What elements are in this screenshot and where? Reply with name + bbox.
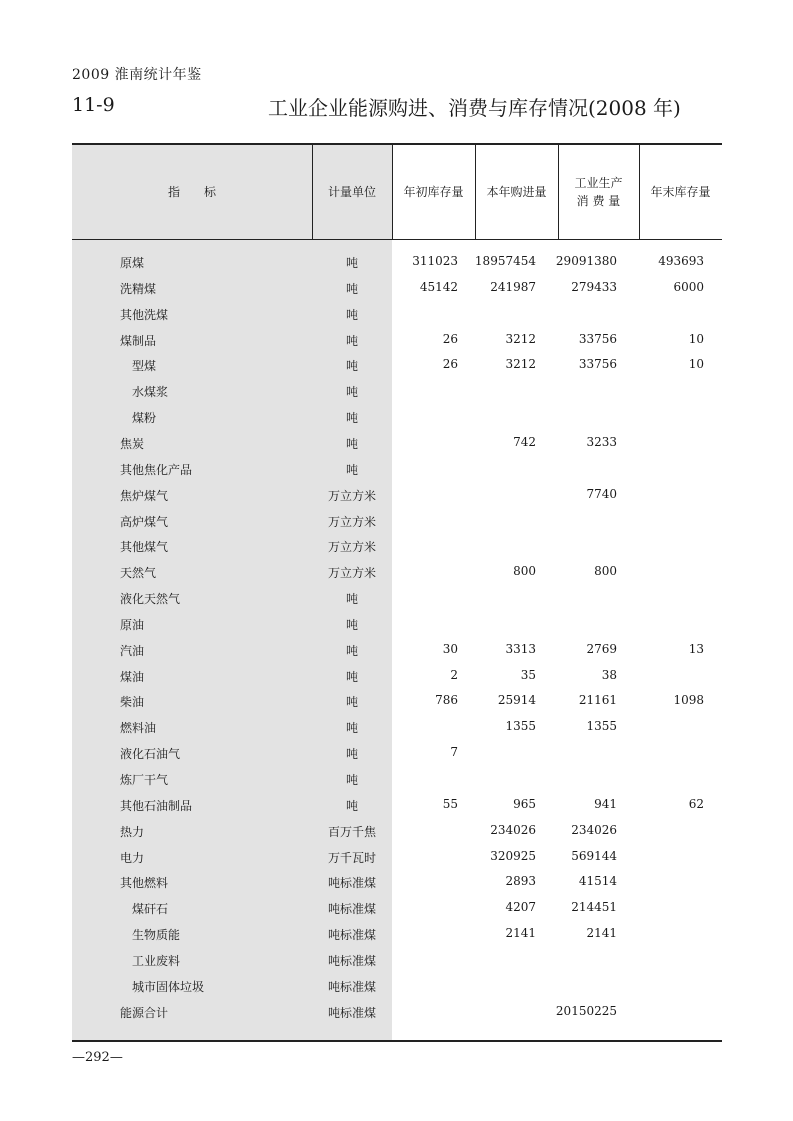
table-row: [72, 249, 722, 275]
row-unit: 万立方米: [327, 488, 376, 503]
table-row: [72, 508, 722, 534]
table-row: [72, 430, 722, 456]
row-indicator: 其他焦化产品: [120, 462, 193, 477]
table-row: [72, 637, 722, 663]
table-row: [72, 559, 722, 585]
row-consumption: 21161: [578, 693, 617, 708]
row-purchase: 742: [513, 434, 536, 449]
table-row: [72, 688, 722, 714]
header-consumption-line2: 消 费 量: [576, 194, 621, 208]
row-unit: 吨: [345, 256, 358, 270]
table-title: 工业企业能源购进、消费与库存情况(2008 年): [268, 96, 681, 120]
table-row: [72, 921, 722, 947]
row-unit: 吨: [345, 462, 358, 477]
row-indicator: 液化天然气: [120, 592, 181, 607]
row-indicator: 洗精煤: [120, 281, 157, 296]
row-indicator: 其他洗煤: [120, 307, 169, 322]
row-consumption: 2141: [586, 926, 617, 941]
row-consumption: 2769: [586, 641, 617, 656]
row-closing-stock: 1098: [673, 693, 704, 708]
row-consumption: 7740: [586, 486, 617, 501]
row-consumption: 279433: [571, 279, 617, 294]
table-row: [72, 378, 722, 404]
row-unit: 万立方米: [327, 540, 376, 555]
row-indicator: 城市固体垃圾: [132, 979, 205, 994]
row-consumption: 1355: [586, 719, 617, 734]
row-unit: 吨: [345, 592, 358, 607]
table-row: [72, 869, 722, 895]
row-purchase: 3212: [505, 357, 536, 372]
table-row: [72, 275, 722, 301]
row-unit: 吨标准煤: [327, 902, 376, 917]
table-row: [72, 844, 722, 870]
row-indicator: 生物质能: [132, 928, 181, 943]
statistics-table: [72, 143, 722, 1042]
row-unit: 吨: [345, 721, 358, 736]
table-row: [72, 611, 722, 637]
row-consumption: 33756: [578, 357, 617, 372]
row-purchase: 25914: [497, 693, 536, 708]
header-unit: 计量单位: [327, 185, 376, 199]
row-purchase: 1355: [505, 719, 536, 734]
row-purchase: 18957454: [474, 254, 536, 268]
row-unit: 吨标准煤: [327, 979, 376, 994]
row-unit: 万千瓦时: [327, 850, 376, 865]
header-consumption-line1: 工业生产: [574, 176, 623, 190]
row-unit: 吨标准煤: [327, 953, 376, 968]
table-row: [72, 792, 722, 818]
row-consumption: 41514: [578, 874, 617, 889]
row-unit: 万立方米: [327, 514, 376, 529]
row-opening-stock: 45142: [419, 279, 458, 294]
row-opening-stock: 26: [442, 357, 458, 372]
row-indicator: 燃料油: [120, 721, 157, 736]
row-closing-stock: 10: [688, 331, 704, 346]
row-opening-stock: 30: [442, 641, 458, 656]
row-indicator: 柴油: [120, 695, 145, 710]
row-purchase: 4207: [505, 900, 536, 915]
row-consumption: 38: [601, 667, 617, 682]
row-indicator: 高炉煤气: [120, 514, 169, 529]
row-indicator: 煤粉: [132, 411, 157, 426]
row-closing-stock: 6000: [673, 279, 704, 294]
table-row: [72, 740, 722, 766]
row-indicator: 煤制品: [120, 333, 157, 348]
row-unit: 吨标准煤: [327, 1005, 376, 1020]
header-consumption: [558, 145, 639, 239]
table-row: [72, 766, 722, 792]
table-header: [72, 145, 722, 240]
table-row: [72, 663, 722, 689]
row-consumption: 20150225: [555, 1003, 617, 1018]
row-consumption: 234026: [571, 822, 617, 837]
row-closing-stock: 13: [688, 641, 704, 656]
row-purchase: 234026: [490, 822, 536, 837]
row-indicator: 能源合计: [120, 1005, 169, 1020]
table-row: [72, 327, 722, 353]
row-opening-stock: 55: [442, 796, 458, 811]
row-indicator: 工业废料: [132, 953, 181, 968]
row-unit: 吨: [345, 333, 358, 348]
header-purchase: 本年购进量: [486, 185, 547, 199]
row-unit: 吨: [345, 747, 358, 762]
row-indicator: 液化石油气: [120, 747, 181, 762]
running-head: 2009 淮南统计年鉴: [72, 67, 202, 83]
row-closing-stock: 493693: [658, 254, 704, 268]
row-consumption: 800: [594, 564, 617, 579]
row-indicator: 汽油: [120, 643, 145, 658]
row-purchase: 320925: [490, 848, 536, 863]
row-indicator: 其他煤气: [120, 540, 169, 555]
row-indicator: 其他石油制品: [120, 798, 193, 813]
row-opening-stock: 786: [435, 693, 458, 708]
header-opening-stock: 年初库存量: [403, 185, 464, 199]
row-consumption: 214451: [571, 900, 617, 915]
page-number: —292—: [72, 1050, 123, 1065]
table-number: 11-9: [72, 94, 115, 116]
row-opening-stock: 26: [442, 331, 458, 346]
row-indicator: 水煤浆: [132, 385, 169, 400]
row-unit: 万立方米: [327, 566, 376, 581]
row-consumption: 29091380: [555, 254, 617, 268]
row-indicator: 原油: [120, 617, 145, 632]
header-closing-stock: 年末库存量: [650, 185, 711, 199]
row-indicator: 焦炉煤气: [120, 488, 169, 503]
row-unit: 吨: [345, 643, 358, 658]
row-unit: 吨: [345, 669, 358, 684]
row-purchase: 241987: [490, 279, 536, 294]
table-row: [72, 482, 722, 508]
table-row: [72, 973, 722, 999]
row-indicator: 煤油: [120, 669, 145, 684]
row-opening-stock: 2: [450, 667, 458, 682]
row-unit: 吨标准煤: [327, 876, 376, 891]
row-unit: 吨: [345, 411, 358, 426]
row-unit: 吨: [345, 695, 358, 710]
table-row: [72, 947, 722, 973]
row-indicator: 热力: [120, 824, 145, 839]
table-row: [72, 714, 722, 740]
table-row: [72, 818, 722, 844]
header-indicator: 指 标: [167, 185, 216, 199]
table-row: [72, 456, 722, 482]
row-unit: 吨: [345, 307, 358, 322]
row-indicator: 其他燃料: [120, 876, 169, 891]
table-row: [72, 301, 722, 327]
row-indicator: 炼厂干气: [120, 773, 169, 787]
row-purchase: 3313: [505, 641, 536, 656]
row-unit: 吨: [345, 385, 358, 400]
row-indicator: 原煤: [120, 256, 145, 270]
row-unit: 吨: [345, 359, 358, 374]
row-consumption: 33756: [578, 331, 617, 346]
row-unit: 吨: [345, 281, 358, 296]
row-consumption: 3233: [586, 434, 617, 449]
row-indicator: 电力: [120, 850, 145, 865]
table-row: [72, 585, 722, 611]
table-row: [72, 352, 722, 378]
row-indicator: 煤矸石: [132, 902, 169, 917]
row-opening-stock: 311023: [412, 254, 458, 268]
row-unit: 百万千焦: [327, 824, 376, 839]
row-purchase: 35: [520, 667, 536, 682]
row-closing-stock: 10: [688, 357, 704, 372]
row-purchase: 2141: [505, 926, 536, 941]
table-row: [72, 999, 722, 1025]
table-row: [72, 404, 722, 430]
row-unit: 吨: [345, 798, 358, 813]
row-unit: 吨标准煤: [327, 928, 376, 943]
row-unit: 吨: [345, 617, 358, 632]
table-row: [72, 533, 722, 559]
row-consumption: 941: [594, 796, 617, 811]
row-purchase: 965: [513, 796, 536, 811]
row-purchase: 2893: [505, 874, 536, 889]
row-indicator: 天然气: [120, 566, 157, 581]
row-indicator: 型煤: [132, 359, 157, 374]
row-purchase: 800: [513, 564, 536, 579]
row-closing-stock: 62: [688, 796, 704, 811]
row-unit: 吨: [345, 773, 358, 787]
row-unit: 吨: [345, 436, 358, 451]
row-indicator: 焦炭: [120, 436, 145, 451]
row-purchase: 3212: [505, 331, 536, 346]
row-opening-stock: 7: [450, 745, 458, 760]
table-row: [72, 895, 722, 921]
row-consumption: 569144: [571, 848, 617, 863]
